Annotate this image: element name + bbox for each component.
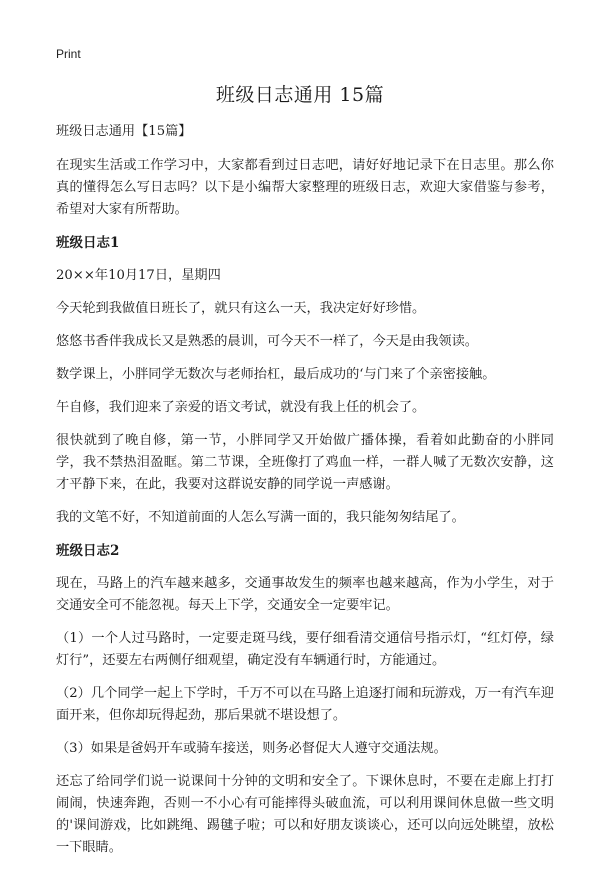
paragraph: （1）一个人过马路时，一定要走斑马线，要仔细看清交通信号指示灯，“红灯停，绿灯行”，还要左右两侧仔细观望，确定没有车辆通行时，方能通过。 [56, 631, 554, 668]
paragraph: 还忘了给同学们说一说课间十分钟的文明和安全了。下课休息时，不要在走廊上打打闹闹，快速奔跑，否则一不小心有可能摔得头破血流，可以利用课间休息做一些文明的'课间游戏，比如跳绳、踢毽子啦；可以和好朋友谈谈心，还可以向远处眺望，放松一下眼睛。 [56, 774, 554, 855]
paragraph: 很快就到了晚自修，第一节，小胖同学又开始做广播体操，看着如此勤奋的小胖同学，我不禁热泪盈眶。第二节课，全班像打了鸡血一样，一群人喊了无数次安静，这才平静下来，在此，我要对这群说安静的同学说一声感谢。 [56, 433, 554, 492]
article-body [56, 121, 554, 870]
paragraph: （3）如果是爸妈开车或骑车接送，则务必督促大人遵守交通法规。 [56, 741, 447, 756]
paragraph: 数学课上，小胖同学无数次与老师抬杠，最后成功的‘与门来了个亲密接触。 [56, 367, 496, 382]
section-heading-2: 班级日志2 [56, 543, 120, 559]
paragraph: 现在，马路上的汽车越来越多，交通事故发生的频率也越来越高，作为小学生，对于交通安全可不能忽视。每天上下学，交通安全一定要牢记。 [56, 576, 554, 613]
paragraph: 20××年10月17日，星期四 [56, 268, 221, 283]
paragraph: 悠悠书香伴我成长又是熟悉的晨训，可今天不一样了，今天是由我领读。 [56, 334, 478, 349]
print-link[interactable]: Print [56, 47, 81, 61]
intro-paragraph: 在现实生活或工作学习中，大家都看到过日志吧，请好好地记录下在日志里。那么你真的懂得怎么写日志吗？以下是小编帮大家整理的班级日志，欢迎大家借鉴与参考，希望对大家有所帮助。 [56, 158, 554, 217]
paragraph: （2）几个同学一起上下学时，千万不可以在马路上追逐打闹和玩游戏，万一有汽车迎面开来，但你却玩得起劲，那后果就不堪设想了。 [56, 686, 554, 723]
article-subtitle: 班级日志通用【15篇】 [56, 124, 192, 139]
section-heading-1: 班级日志1 [56, 235, 120, 251]
paragraph: 午自修，我们迎来了亲爱的语文考试，就没有我上任的机会了。 [56, 400, 426, 415]
page-title: 班级日志通用 15篇 [215, 84, 385, 106]
paragraph: 我的文笔不好，不知道前面的人怎么写满一面的，我只能匆匆结尾了。 [56, 510, 465, 525]
paragraph: 今天轮到我做值日班长了，就只有这么一天，我决定好好珍惜。 [56, 301, 426, 316]
